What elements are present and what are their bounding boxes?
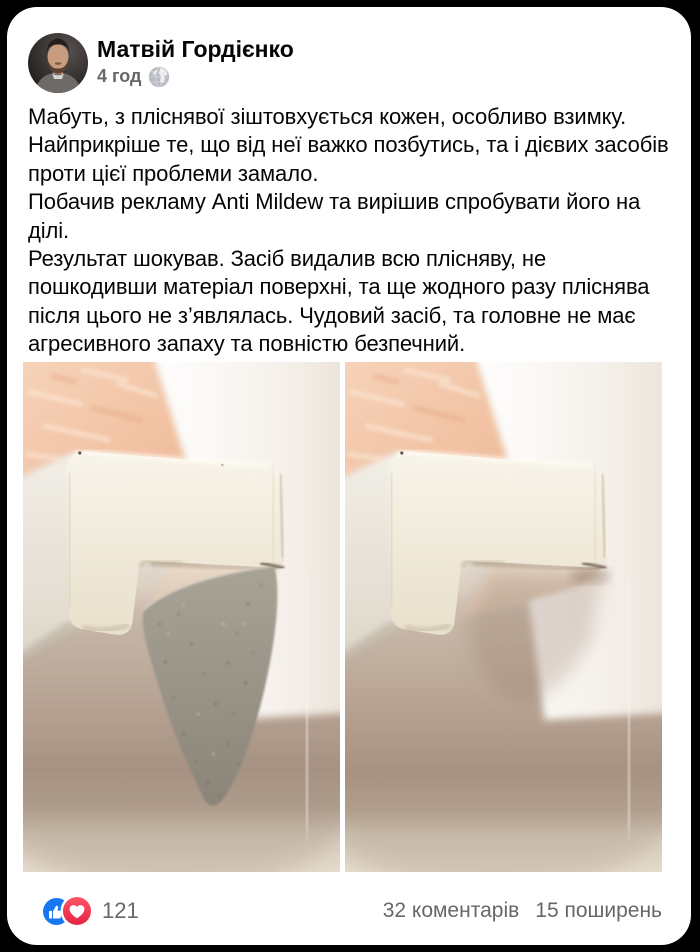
post-text: [28, 103, 670, 359]
comments-count[interactable]: 32 коментарів: [382, 899, 520, 922]
photo-after-clean[interactable]: [345, 362, 662, 872]
photo-before-mold[interactable]: [23, 362, 340, 872]
footer-meta: [383, 899, 662, 923]
post-header: [28, 33, 294, 93]
shares-count[interactable]: 15 поширень: [535, 899, 662, 922]
timestamp-row: [97, 65, 294, 88]
avatar[interactable]: [28, 33, 88, 93]
post-footer: [43, 888, 662, 934]
avatar-portrait: [28, 33, 88, 93]
love-reaction-icon[interactable]: [63, 897, 91, 925]
post-timestamp[interactable]: 4 год: [97, 66, 142, 86]
author-name[interactable]: Матвій Гордієнко: [97, 36, 294, 62]
post-paragraph: Мабуть, з пліснявої зіштовхується кожен, особливо взимку. Найприкріше те, що від неї важко позбутись, та і дієвих засобів проти цієї проблеми замало.: [28, 104, 669, 186]
post-card: [7, 7, 691, 945]
reaction-count[interactable]: 121: [102, 898, 139, 923]
post-paragraph: Побачив рекламу Anti Mildew та вирішив спробувати його на ділі.: [28, 189, 641, 243]
globe-icon: [148, 66, 170, 88]
post-paragraph: Результат шокував. Засіб видалив всю плісняву, не пошкодивши матеріал поверхні, та ще жодного разу пліснява після цього не з’являлась. Чудовий засіб, та головне не має агресивного запаху та повністю безпечний.: [28, 246, 650, 357]
header-meta: [97, 33, 294, 88]
photo-grid: [23, 362, 662, 872]
